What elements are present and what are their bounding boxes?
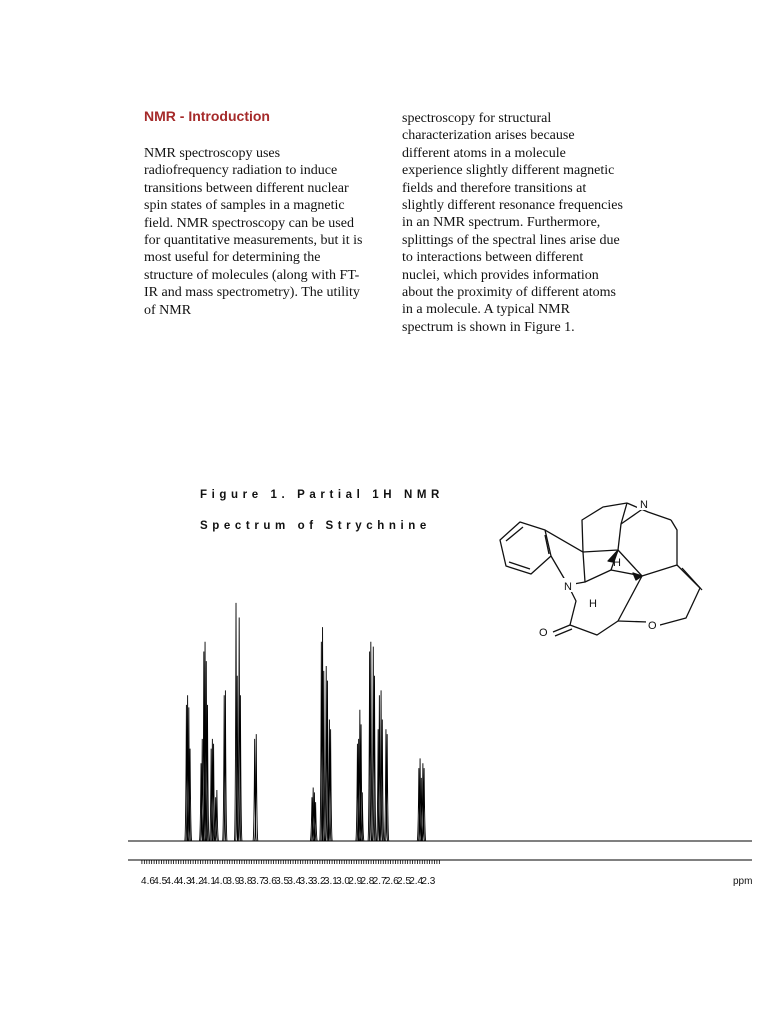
tick-label: 4.0 (214, 876, 229, 887)
body-text-column-2: spectroscopy for structural characterization arises because different atoms in a molecule experience slightly different magnetic fields and therefore transitions at slightly different resonance frequencies in an NMR spectrum. Furthermore, splittings of the spectral lines arise due to interactions between different nuclei, which provides information about the proximity of different atoms in a molecule. A typical NMR spectrum is shown in Figure 1. (402, 111, 623, 335)
tick-label: 2.3 (421, 876, 436, 887)
tick-label: 3.5 (275, 876, 290, 887)
atom-label-h-upper: H (613, 557, 621, 569)
tick-label: 4.1 (201, 876, 216, 887)
structure-atom-labels (537, 496, 660, 639)
tick-label: 3.2 (311, 876, 326, 887)
atom-label-n-left: N (564, 581, 572, 593)
tick-label: 4.2 (189, 876, 204, 887)
figure-title-line-1: Figure 1. Partial 1H NMR (200, 489, 444, 501)
tick-label: 4.5 (153, 876, 168, 887)
tick-label: 2.7 (372, 876, 387, 887)
tick-label: 3.9 (226, 876, 241, 887)
ppm-axis-tick-labels (141, 876, 436, 887)
section-heading: NMR - Introduction (144, 108, 270, 124)
atom-label-h-lower: H (589, 598, 597, 610)
strychnine-structure (500, 503, 702, 636)
tick-label: 3.4 (287, 876, 302, 887)
tick-label: 3.8 (238, 876, 253, 887)
tick-label: 4.4 (165, 876, 180, 887)
figure-title-line-2: Spectrum of Strychnine (200, 520, 431, 532)
tick-label: 3.0 (336, 876, 350, 887)
tick-label: 3.7 (250, 876, 265, 887)
tick-label: 3.3 (299, 876, 314, 887)
atom-label-o-ring: O (648, 620, 657, 632)
tick-label: 2.8 (360, 876, 375, 887)
tick-label: 2.6 (384, 876, 399, 887)
tick-label: 2.5 (397, 876, 411, 887)
tick-label: 4.3 (177, 876, 192, 887)
body-text-column-1: NMR spectroscopy uses radiofrequency radiation to induce transitions between different nuclear spin states of samples in a magnetic field. NMR spectroscopy can be used for quantitative measurements, but it is most useful for determining the structure of molecules (along with FT-IR and mass spectrometry). The utility of NMR (144, 146, 363, 318)
tick-label: 2.9 (348, 876, 363, 887)
tick-label: 3.1 (323, 876, 338, 887)
tick-label: 4.6 (141, 876, 155, 887)
tick-label: 2.4 (409, 876, 424, 887)
atom-label-o-carbonyl: O (539, 627, 548, 639)
spectrum-peaks (185, 603, 426, 841)
ppm-axis-label: ppm (733, 876, 753, 887)
atom-label-n-top: N (640, 499, 648, 511)
tick-label: 3.6 (262, 876, 277, 887)
ppm-axis-minor-ticks (142, 860, 439, 864)
